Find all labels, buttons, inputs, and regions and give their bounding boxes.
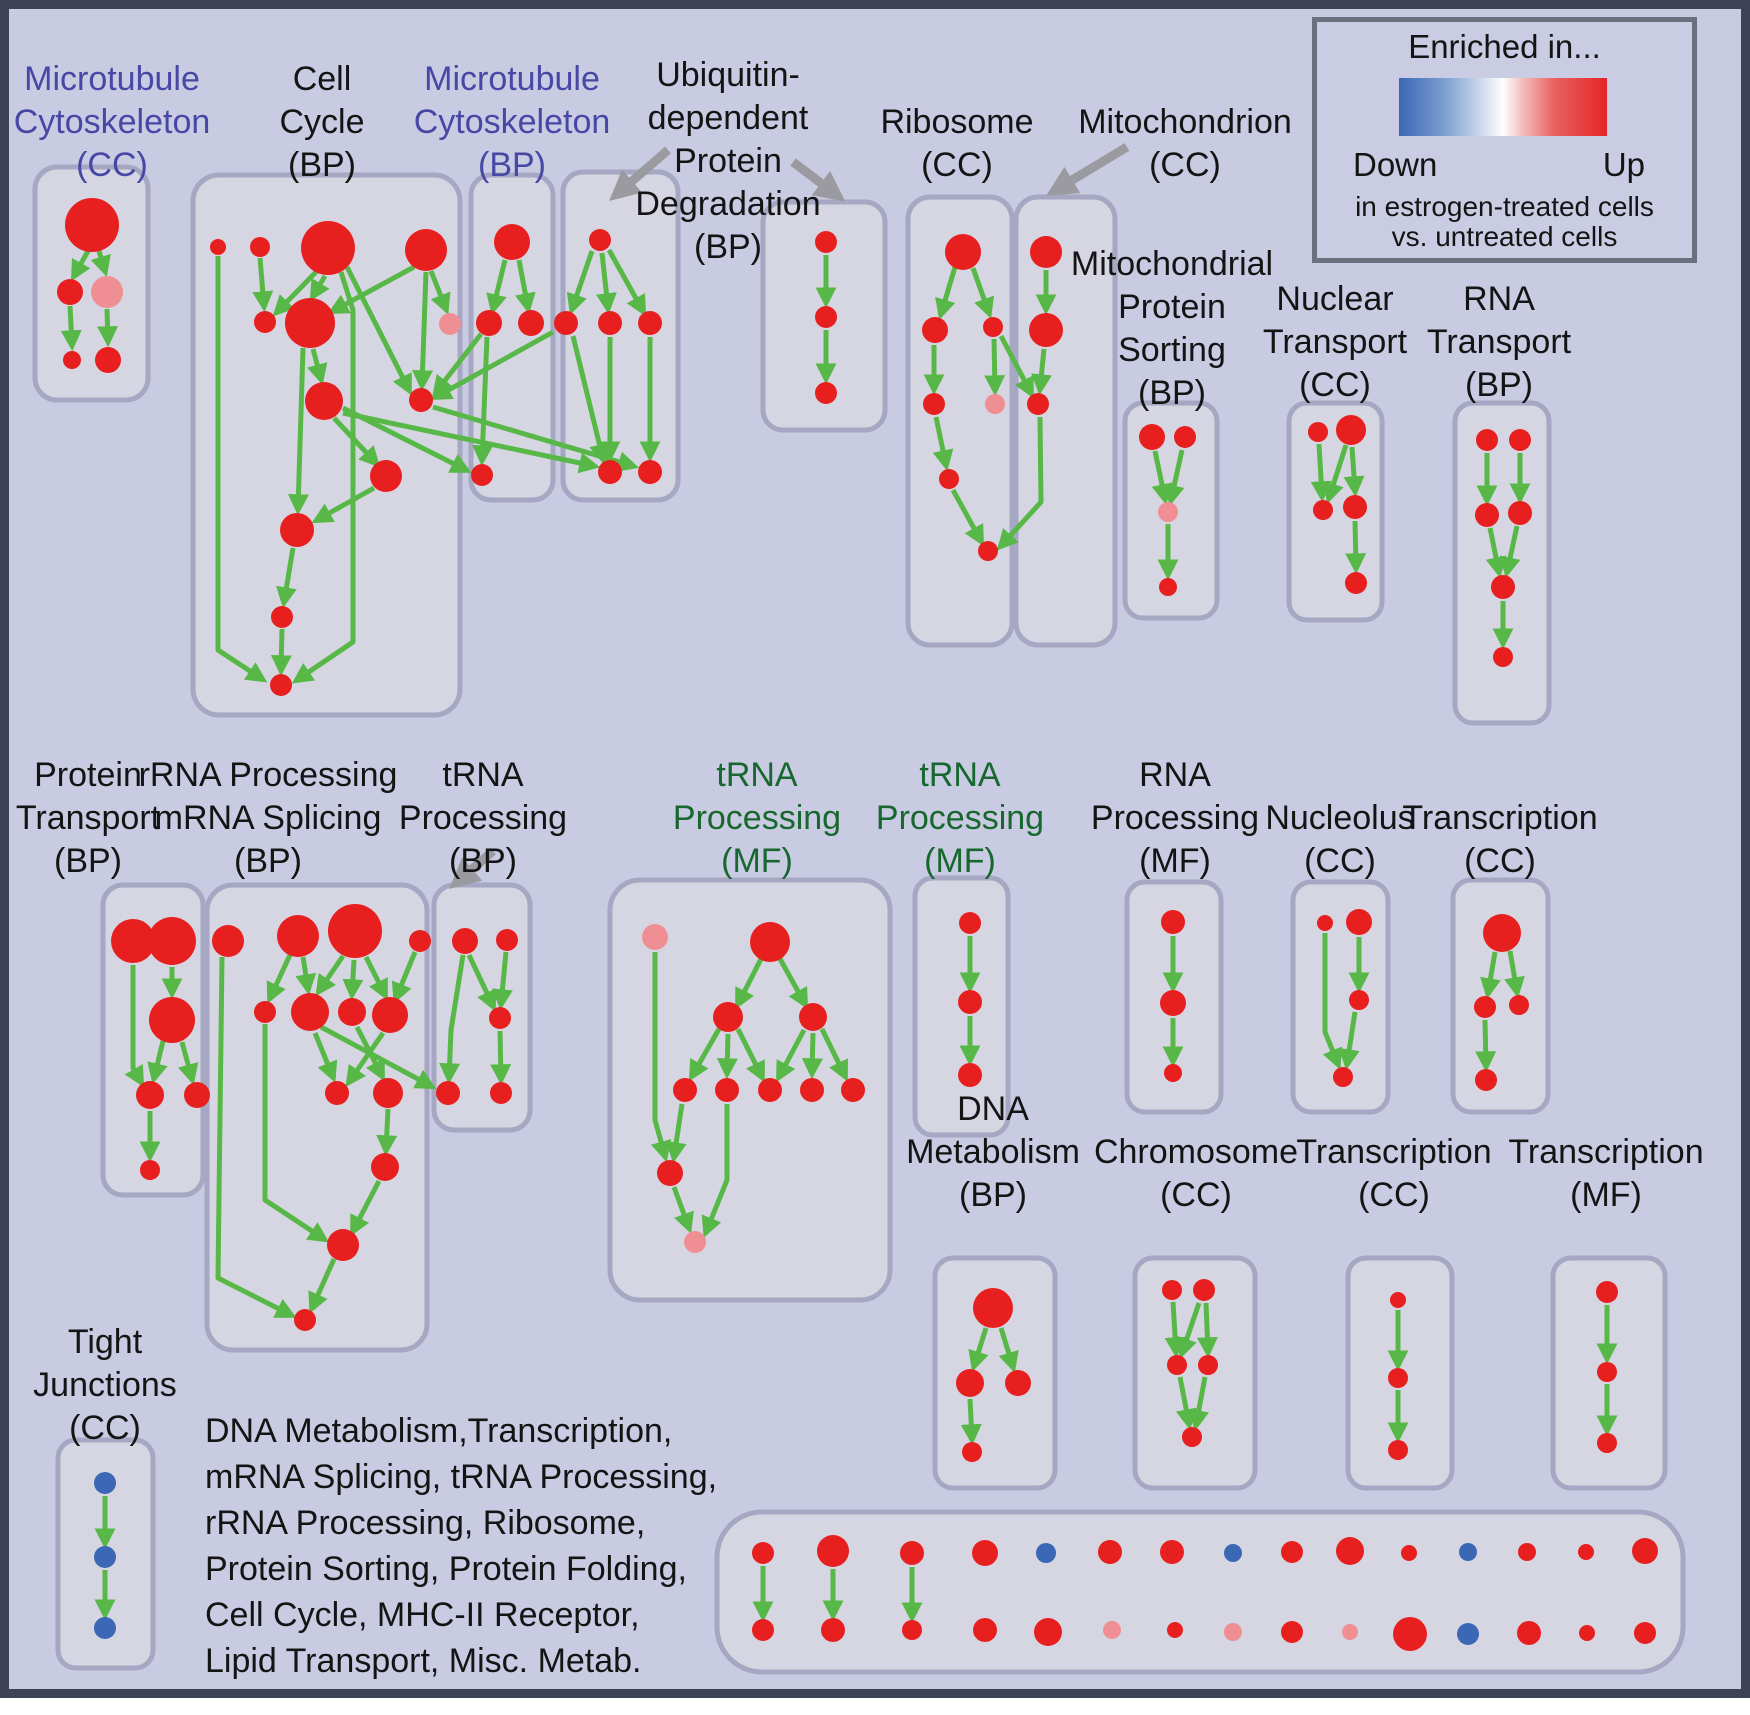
go-term-node bbox=[750, 922, 790, 962]
go-term-node bbox=[1597, 1362, 1617, 1382]
go-term-node bbox=[1336, 415, 1366, 445]
cluster-label: rRNA Processing mRNA Splicing (BP) bbox=[138, 756, 398, 880]
go-term-node bbox=[373, 1078, 403, 1108]
go-term-node bbox=[1474, 996, 1496, 1018]
go-term-node bbox=[489, 1007, 511, 1029]
go-term-node bbox=[1518, 1543, 1536, 1561]
edge-arrow bbox=[281, 629, 282, 670]
go-term-node bbox=[476, 310, 502, 336]
go-term-node bbox=[63, 351, 81, 369]
go-term-node bbox=[752, 1542, 774, 1564]
go-term-node bbox=[1160, 1540, 1184, 1564]
cluster-label: Nuclear Transport (CC) bbox=[1262, 280, 1408, 404]
edge-arrow bbox=[1355, 521, 1356, 568]
go-term-node bbox=[1159, 578, 1177, 596]
cluster-label: Protein Transport (BP) bbox=[15, 756, 161, 880]
cluster-label: Mitochondrial Protein Sorting (BP) bbox=[1070, 245, 1274, 412]
go-term-node bbox=[1308, 422, 1328, 442]
go-term-node bbox=[372, 997, 408, 1033]
go-term-node bbox=[1281, 1541, 1303, 1563]
cluster-label: Transcription (MF) bbox=[1508, 1133, 1704, 1214]
edge-arrow bbox=[727, 1034, 728, 1073]
go-term-node bbox=[978, 541, 998, 561]
go-term-node bbox=[57, 279, 83, 305]
go-term-node bbox=[1343, 495, 1367, 519]
go-term-node bbox=[1342, 1624, 1358, 1640]
cluster-label: tRNA Processing (MF) bbox=[672, 756, 842, 880]
go-term-node bbox=[1139, 424, 1165, 450]
legend-down-label: Down bbox=[1353, 146, 1438, 183]
go-term-node bbox=[985, 394, 1005, 414]
go-term-node bbox=[1036, 1543, 1056, 1563]
edge-arrow bbox=[1485, 1020, 1486, 1066]
cluster-label: Transcription (CC) bbox=[1402, 799, 1598, 880]
go-term-node bbox=[1459, 1543, 1477, 1561]
go-term-node bbox=[713, 1002, 743, 1032]
go-term-node bbox=[922, 317, 948, 343]
misc-clusters-note-line: mRNA Splicing, tRNA Processing, bbox=[205, 1458, 718, 1496]
go-term-node bbox=[554, 311, 578, 335]
go-term-node bbox=[821, 1618, 845, 1642]
go-term-node bbox=[1164, 1064, 1182, 1082]
go-term-node bbox=[1027, 393, 1049, 415]
go-term-node bbox=[1476, 429, 1498, 451]
go-term-node bbox=[958, 990, 982, 1014]
go-term-node bbox=[280, 513, 314, 547]
go-term-node bbox=[148, 917, 196, 965]
cluster-label: Ribosome (CC) bbox=[880, 103, 1034, 184]
go-term-node bbox=[1162, 1280, 1182, 1300]
go-term-node bbox=[1224, 1623, 1242, 1641]
go-term-node bbox=[1509, 429, 1531, 451]
go-term-node bbox=[1349, 990, 1369, 1010]
go-term-node bbox=[715, 1078, 739, 1102]
go-term-node bbox=[301, 221, 355, 275]
go-term-node bbox=[212, 925, 244, 957]
go-term-node bbox=[1634, 1622, 1656, 1644]
go-term-node bbox=[673, 1078, 697, 1102]
go-term-node bbox=[270, 674, 292, 696]
edge-arrow bbox=[70, 306, 72, 345]
go-term-node bbox=[958, 1063, 982, 1087]
go-term-node bbox=[1579, 1625, 1595, 1641]
misc-clusters-note-line: Protein Sorting, Protein Folding, bbox=[205, 1550, 687, 1588]
cluster-label: Ubiquitin-dependent Protein Degradation (BP) bbox=[635, 56, 821, 266]
go-term-node bbox=[1390, 1292, 1406, 1308]
go-term-node bbox=[959, 912, 981, 934]
cluster-label: Tight Junctions (CC) bbox=[33, 1323, 177, 1447]
go-term-node bbox=[94, 1472, 116, 1494]
edge-arrow bbox=[386, 1109, 388, 1150]
go-term-node bbox=[325, 1081, 349, 1105]
edge-arrow bbox=[812, 1033, 813, 1073]
go-term-node bbox=[923, 393, 945, 415]
go-term-node bbox=[95, 347, 121, 373]
go-term-node bbox=[436, 1081, 460, 1105]
edge-arrow bbox=[500, 1031, 501, 1079]
go-term-node bbox=[452, 928, 478, 954]
go-term-node bbox=[945, 234, 981, 270]
go-term-node bbox=[94, 1546, 116, 1568]
legend-caption-2: vs. untreated cells bbox=[1391, 221, 1618, 252]
go-term-node bbox=[1475, 1069, 1497, 1091]
go-term-node bbox=[1182, 1427, 1202, 1447]
go-term-node bbox=[1193, 1279, 1215, 1301]
cluster-label: Microtubule Cytoskeleton (CC) bbox=[13, 60, 211, 184]
cluster-box-rna-transport bbox=[1455, 403, 1549, 723]
go-term-node bbox=[1475, 503, 1499, 527]
go-term-node bbox=[210, 239, 226, 255]
go-term-node bbox=[250, 237, 270, 257]
legend-gradient-bar bbox=[1399, 78, 1607, 136]
go-term-node bbox=[598, 311, 622, 335]
go-term-node bbox=[598, 460, 622, 484]
go-term-node bbox=[405, 229, 447, 271]
go-term-node bbox=[1167, 1355, 1187, 1375]
go-term-node bbox=[1005, 1370, 1031, 1396]
go-term-node bbox=[939, 469, 959, 489]
legend-title: Enriched in... bbox=[1408, 28, 1601, 65]
go-term-node bbox=[1030, 236, 1062, 268]
go-term-node bbox=[140, 1160, 160, 1180]
legend-up-label: Up bbox=[1602, 146, 1645, 183]
go-term-node bbox=[1388, 1440, 1408, 1460]
legend-caption-1: in estrogen-treated cells bbox=[1355, 191, 1654, 222]
go-term-node bbox=[657, 1160, 683, 1186]
cluster-label: DNA Metabolism (BP) bbox=[906, 1090, 1080, 1214]
go-term-node bbox=[305, 382, 343, 420]
go-term-node bbox=[1103, 1621, 1121, 1639]
edge-arrow bbox=[1319, 444, 1322, 496]
go-term-node bbox=[94, 1617, 116, 1639]
cluster-label: Mitochondrion (CC) bbox=[1078, 103, 1292, 184]
go-term-node bbox=[962, 1442, 982, 1462]
go-term-node bbox=[1313, 500, 1333, 520]
go-term-node bbox=[328, 904, 382, 958]
go-term-node bbox=[589, 229, 611, 251]
cluster-label: RNA Transport (BP) bbox=[1426, 280, 1572, 404]
go-term-node bbox=[841, 1078, 865, 1102]
cluster-label: tRNA Processing (BP) bbox=[398, 756, 568, 880]
cluster-label: Cell Cycle (BP) bbox=[279, 60, 365, 184]
go-term-node bbox=[1346, 909, 1372, 935]
go-term-node bbox=[494, 224, 530, 260]
go-term-node bbox=[1198, 1355, 1218, 1375]
go-term-node bbox=[1167, 1622, 1183, 1638]
go-term-node bbox=[1457, 1623, 1479, 1645]
go-term-node bbox=[799, 1003, 827, 1031]
cluster-label: Microtubule Cytoskeleton (BP) bbox=[413, 60, 611, 184]
go-term-node bbox=[371, 1153, 399, 1181]
go-term-node bbox=[91, 276, 123, 308]
cluster-label: Nucleolus (CC) bbox=[1265, 799, 1415, 880]
go-term-node bbox=[1224, 1544, 1242, 1562]
go-term-node bbox=[1509, 995, 1529, 1015]
go-term-node bbox=[1493, 647, 1513, 667]
go-term-node bbox=[642, 924, 668, 950]
go-term-node bbox=[973, 1618, 997, 1642]
go-term-node bbox=[1098, 1540, 1122, 1564]
go-term-node bbox=[1174, 426, 1196, 448]
cluster-label: Transcription (CC) bbox=[1296, 1133, 1492, 1214]
cluster-box-misc-row bbox=[717, 1512, 1683, 1672]
go-term-node bbox=[439, 313, 461, 335]
edge-arrow bbox=[994, 339, 995, 390]
go-term-node bbox=[496, 929, 518, 951]
cluster-box-rrna-mrna bbox=[207, 885, 427, 1350]
go-term-node bbox=[972, 1540, 998, 1566]
go-term-node bbox=[956, 1369, 984, 1397]
go-term-node bbox=[815, 306, 837, 328]
edge-arrow bbox=[107, 309, 108, 341]
go-term-node bbox=[752, 1619, 774, 1641]
go-term-node bbox=[1597, 1433, 1617, 1453]
go-term-node bbox=[1401, 1545, 1417, 1561]
go-term-node bbox=[490, 1082, 512, 1104]
go-term-node bbox=[1158, 502, 1178, 522]
go-term-node bbox=[291, 993, 329, 1031]
go-term-node bbox=[271, 606, 293, 628]
go-term-node bbox=[1336, 1537, 1364, 1565]
go-term-node bbox=[1388, 1368, 1408, 1388]
go-term-node bbox=[1345, 572, 1367, 594]
go-term-node bbox=[1161, 910, 1185, 934]
go-term-node bbox=[815, 382, 837, 404]
go-term-node bbox=[518, 310, 544, 336]
go-term-node bbox=[285, 298, 335, 348]
go-term-node bbox=[136, 1081, 164, 1109]
go-term-node bbox=[254, 1001, 276, 1023]
edge-arrow bbox=[1352, 447, 1355, 491]
go-term-node bbox=[1160, 990, 1186, 1016]
cluster-label: tRNA Processing (MF) bbox=[875, 756, 1045, 880]
go-term-node bbox=[370, 460, 402, 492]
go-term-node bbox=[1317, 915, 1333, 931]
go-term-node bbox=[684, 1231, 706, 1253]
go-term-node bbox=[758, 1078, 782, 1102]
go-term-node bbox=[800, 1078, 824, 1102]
cluster-box-nuclear-transport bbox=[1289, 403, 1382, 620]
go-term-node bbox=[184, 1082, 210, 1108]
go-term-node bbox=[973, 1288, 1013, 1328]
go-term-node bbox=[254, 311, 276, 333]
edge-arrow bbox=[1173, 1302, 1176, 1352]
go-term-node bbox=[983, 317, 1003, 337]
misc-clusters-note-line: Cell Cycle, MHC-II Receptor, bbox=[205, 1596, 640, 1634]
go-term-node bbox=[638, 311, 662, 335]
go-term-node bbox=[1632, 1538, 1658, 1564]
go-term-node bbox=[277, 915, 319, 957]
misc-clusters-note-line: DNA Metabolism,Transcription, bbox=[205, 1412, 673, 1450]
go-term-node bbox=[1517, 1621, 1541, 1645]
go-term-node bbox=[149, 997, 195, 1043]
go-term-node bbox=[1483, 914, 1521, 952]
go-term-node bbox=[817, 1535, 849, 1567]
edge-arrow bbox=[1206, 1303, 1208, 1352]
go-term-node bbox=[1034, 1618, 1062, 1646]
go-term-node bbox=[900, 1541, 924, 1565]
go-term-node bbox=[471, 464, 493, 486]
go-term-node bbox=[638, 460, 662, 484]
cluster-label: RNA Processing (MF) bbox=[1090, 756, 1260, 880]
go-term-node bbox=[1281, 1621, 1303, 1643]
cluster-label: Chromosome (CC) bbox=[1093, 1133, 1299, 1214]
go-term-node bbox=[1029, 313, 1063, 347]
go-term-node bbox=[327, 1229, 359, 1261]
go-term-node bbox=[409, 388, 433, 412]
misc-clusters-note-line: rRNA Processing, Ribosome, bbox=[205, 1504, 646, 1542]
go-term-node bbox=[1596, 1281, 1618, 1303]
go-term-node bbox=[409, 930, 431, 952]
go-term-node bbox=[1333, 1067, 1353, 1087]
legend-box bbox=[1312, 17, 1697, 263]
go-term-node bbox=[1393, 1617, 1427, 1651]
edge-arrow bbox=[352, 960, 354, 994]
go-term-node bbox=[815, 231, 837, 253]
go-term-node bbox=[294, 1309, 316, 1331]
misc-clusters-note-line: Lipid Transport, Misc. Metab. bbox=[205, 1642, 642, 1680]
go-term-node bbox=[1508, 501, 1532, 525]
edge-arrow bbox=[970, 1399, 972, 1439]
go-term-node bbox=[902, 1620, 922, 1640]
go-term-node bbox=[1578, 1544, 1594, 1560]
go-term-node bbox=[338, 998, 366, 1026]
go-term-node bbox=[1491, 575, 1515, 599]
go-term-node bbox=[65, 198, 119, 252]
